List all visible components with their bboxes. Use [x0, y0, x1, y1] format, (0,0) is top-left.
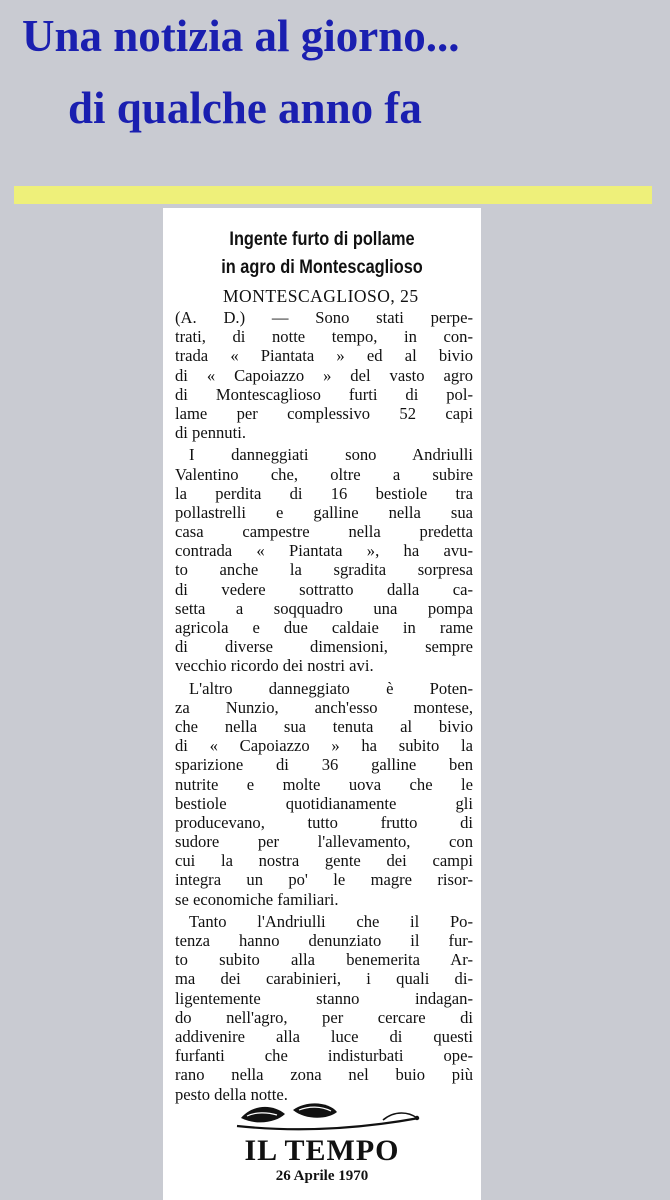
- article-line: pesto della notte.: [175, 1084, 288, 1104]
- ornament-icon: [233, 1096, 423, 1134]
- article-line: di diverse dimensioni, sempre: [175, 637, 473, 657]
- article-line: contrada « Piantata », ha avu-: [175, 541, 473, 561]
- article-headline: [185, 226, 458, 282]
- article-line: sudore per l'allevamento, con: [175, 832, 473, 852]
- article-line: furfanti che indisturbati ope-: [175, 1046, 473, 1066]
- article-line: setta a soqquadro una pompa: [175, 598, 473, 618]
- newspaper-masthead: IL TEMPO: [244, 1134, 400, 1167]
- article-line: che nella sua tenuta al bivio: [175, 716, 473, 736]
- article-line: rano nella zona nel buio più: [175, 1065, 473, 1085]
- article-line: do nell'agro, per cercare di: [175, 1007, 473, 1027]
- article-line: casa campestre nella predetta: [175, 522, 473, 542]
- article-line: za Nunzio, anch'esso montese,: [175, 697, 473, 717]
- article-line: trada « Piantata » ed al bivio: [175, 346, 473, 366]
- article-line: I danneggiati sono Andriulli: [189, 445, 473, 465]
- article-line: sparizione di 36 galline ben: [175, 755, 473, 775]
- article-line: to anche la sgradita sorpresa: [175, 560, 473, 580]
- article-line: di pennuti.: [175, 423, 246, 443]
- article-line: ligentemente stanno indagan-: [175, 988, 473, 1008]
- page-title-line2: di qualche anno fa: [68, 83, 422, 133]
- article-body: [175, 308, 473, 1104]
- article-line: tenza hanno denunziato il fur-: [175, 931, 473, 950]
- article-line: se economiche familiari.: [175, 889, 339, 909]
- article-line: L'altro danneggiato è Poten-: [189, 678, 473, 698]
- article-line: integra un po' le magre risor-: [175, 870, 473, 890]
- article-line: di vedere sottratto dalla ca-: [175, 579, 473, 599]
- article-line: bestiole quotidianamente gli: [175, 793, 473, 813]
- article-line: nutrite e molte uova che le: [175, 774, 473, 794]
- headline-line2: in agro di Montescaglioso: [221, 257, 423, 278]
- article-line: trati, di notte tempo, in con-: [175, 327, 473, 347]
- headline-line1: Ingente furto di pollame: [229, 229, 415, 250]
- page-title-line1: Una notizia al giorno...: [22, 11, 460, 61]
- article-line: cui la nostra gente dei campi: [175, 851, 473, 871]
- newspaper-clipping: [163, 208, 481, 1200]
- article-line: agricola e due caldaie in rame: [175, 618, 473, 637]
- article-line: ma dei carabinieri, i quali di-: [175, 969, 473, 989]
- article-line: di « Capoiazzo » del vasto agro: [175, 365, 473, 385]
- article-line: addivenire alla luce di questi: [175, 1026, 473, 1046]
- article-line: la perdita di 16 bestiole tra: [175, 483, 473, 503]
- article-line: lame per complessivo 52 capi: [175, 403, 473, 423]
- article-line: Tanto l'Andriulli che il Po-: [189, 911, 473, 931]
- publication-date: 26 Aprile 1970: [275, 1168, 369, 1184]
- article-line: Valentino che, oltre a subire: [175, 464, 473, 484]
- article-dateline: MONTESCAGLIOSO, 25: [223, 286, 419, 306]
- article-line: di « Capoiazzo » ha subito la: [175, 736, 473, 756]
- article-line: producevano, tutto frutto di: [175, 812, 473, 832]
- highlight-bar: [14, 186, 652, 204]
- article-line: (A. D.) — Sono stati perpe-: [175, 308, 473, 327]
- article-line: vecchio ricordo dei nostri avi.: [175, 656, 374, 676]
- article-line: to subito alla benemerita Ar-: [175, 950, 473, 970]
- article-line: pollastrelli e galline nella sua: [175, 502, 473, 522]
- article-line: di Montescaglioso furti di pol-: [175, 384, 473, 404]
